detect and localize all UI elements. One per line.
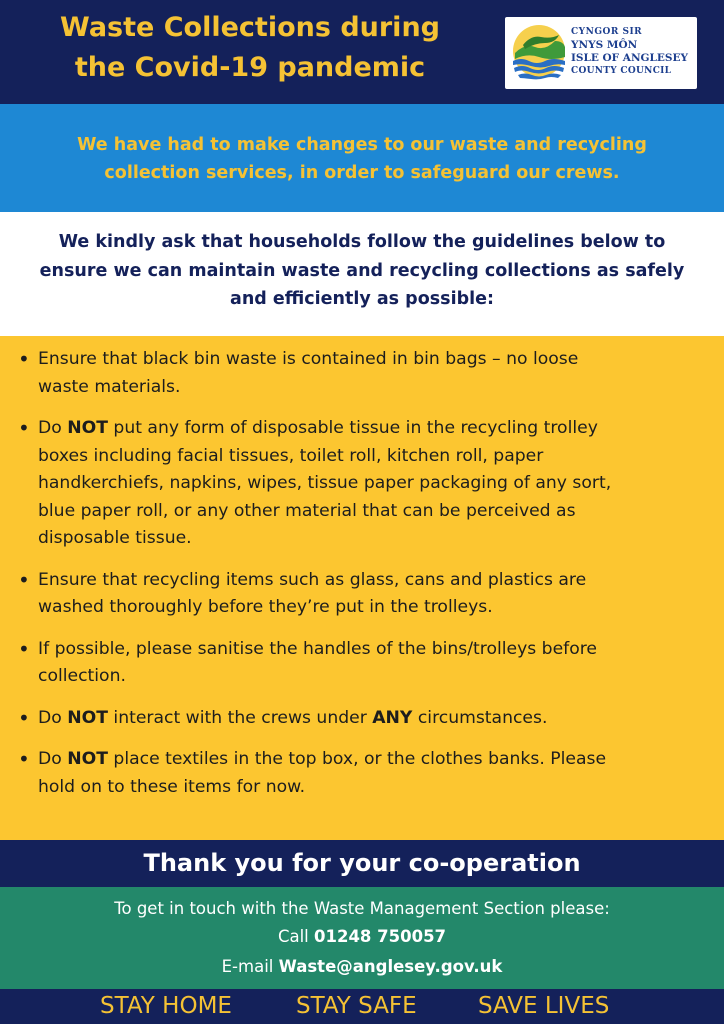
email-address[interactable]: Waste@anglesey.gov.uk — [278, 957, 503, 976]
guideline-text: blue paper roll, or any other material that can be perceived as — [38, 500, 576, 521]
guideline-text: interact with the crews under — [107, 707, 373, 728]
contact-band — [0, 887, 724, 989]
email-label: E-mail — [221, 957, 279, 976]
guideline-text: Do — [38, 749, 68, 769]
island-emblem-icon — [511, 23, 567, 83]
guideline-text: circumstances. — [412, 707, 548, 728]
guideline-text: hold on to these items for now. — [38, 776, 306, 797]
phone-number[interactable]: 01248 750057 — [314, 927, 447, 946]
intro-band — [0, 104, 724, 212]
logo-line-4: COUNTY COUNCIL — [571, 66, 672, 76]
intro-text — [20, 131, 704, 187]
title-line-2: the Covid-19 pandemic — [74, 52, 426, 83]
request-line-1: We kindly ask that households follow the guidelines below to — [58, 232, 666, 252]
emphasis-not: NOT — [67, 707, 108, 728]
contact-intro: To get in touch with the Waste Management Section please: — [114, 899, 610, 918]
guidelines-band — [0, 336, 724, 840]
thanks-band — [0, 840, 724, 887]
emphasis-not: NOT — [67, 418, 108, 438]
guideline-text: collection. — [38, 666, 126, 686]
guideline-item — [18, 746, 708, 801]
guideline-text: disposable tissue. — [38, 528, 192, 548]
guidelines-list — [18, 346, 708, 801]
guideline-text — [38, 705, 708, 733]
intro-line-1: We have had to make changes to our waste and recycling — [77, 135, 647, 155]
logo-line-1: CYNGOR SIR — [571, 27, 643, 37]
request-band — [0, 212, 724, 336]
logo-wordmark — [571, 26, 695, 78]
footer-band — [0, 989, 724, 1024]
logo-line-3: ISLE OF ANGLESEY — [571, 52, 688, 64]
request-text — [8, 228, 716, 314]
slogan-stay-home: STAY HOME — [100, 993, 232, 1019]
title-line-1: Waste Collections during — [60, 12, 440, 43]
guideline-item — [18, 567, 708, 622]
header-band — [0, 0, 724, 104]
contact-phone-line — [0, 925, 724, 949]
guideline-text: put any form of disposable tissue in the recycling trolley — [107, 418, 598, 438]
guideline-text: • Ensure that recycling items such as glass, cans and plastics are — [38, 569, 587, 590]
guideline-text: handkerchiefs, napkins, wipes, tissue paper packaging of any sort, — [38, 473, 612, 493]
guideline-item — [18, 346, 708, 401]
contact-email-line — [0, 955, 724, 979]
intro-line-2: collection services, in order to safeguard our crews. — [104, 163, 620, 183]
emphasis-not: NOT — [67, 749, 108, 769]
emphasis-any: ANY — [372, 707, 413, 728]
thanks-text: Thank you for your co-operation — [143, 849, 581, 877]
logo-line-2: YNYS MÔN — [571, 39, 638, 51]
guideline-text: place textiles in the top box, or the clothes banks. Please — [107, 749, 607, 769]
guideline-text: boxes including facial tissues, toilet roll, kitchen roll, paper — [38, 445, 544, 466]
call-label: Call — [277, 927, 314, 946]
guideline-text: • If possible, please sanitise the handles of the bins/trolleys before — [38, 638, 597, 659]
guideline-item — [18, 415, 708, 553]
guideline-text — [38, 746, 708, 774]
guideline-text: washed thoroughly before they’re put in the trolleys. — [38, 597, 493, 617]
guideline-text — [38, 415, 708, 443]
guideline-text: • Ensure that black bin waste is contained in bin bags – no loose — [38, 349, 579, 369]
request-line-2: ensure we can maintain waste and recycling collections as safely — [39, 260, 685, 281]
guideline-text: Do — [38, 418, 68, 438]
council-logo — [505, 17, 697, 89]
guideline-text: waste materials. — [38, 376, 181, 397]
slogan-stay-safe: STAY SAFE — [296, 993, 417, 1019]
guideline-item — [18, 636, 708, 691]
slogan-save-lives: SAVE LIVES — [478, 993, 610, 1019]
guideline-item — [18, 705, 708, 733]
page-title — [0, 8, 500, 88]
request-line-3: and efficiently as possible: — [230, 289, 494, 309]
guideline-text: Do — [38, 707, 68, 728]
